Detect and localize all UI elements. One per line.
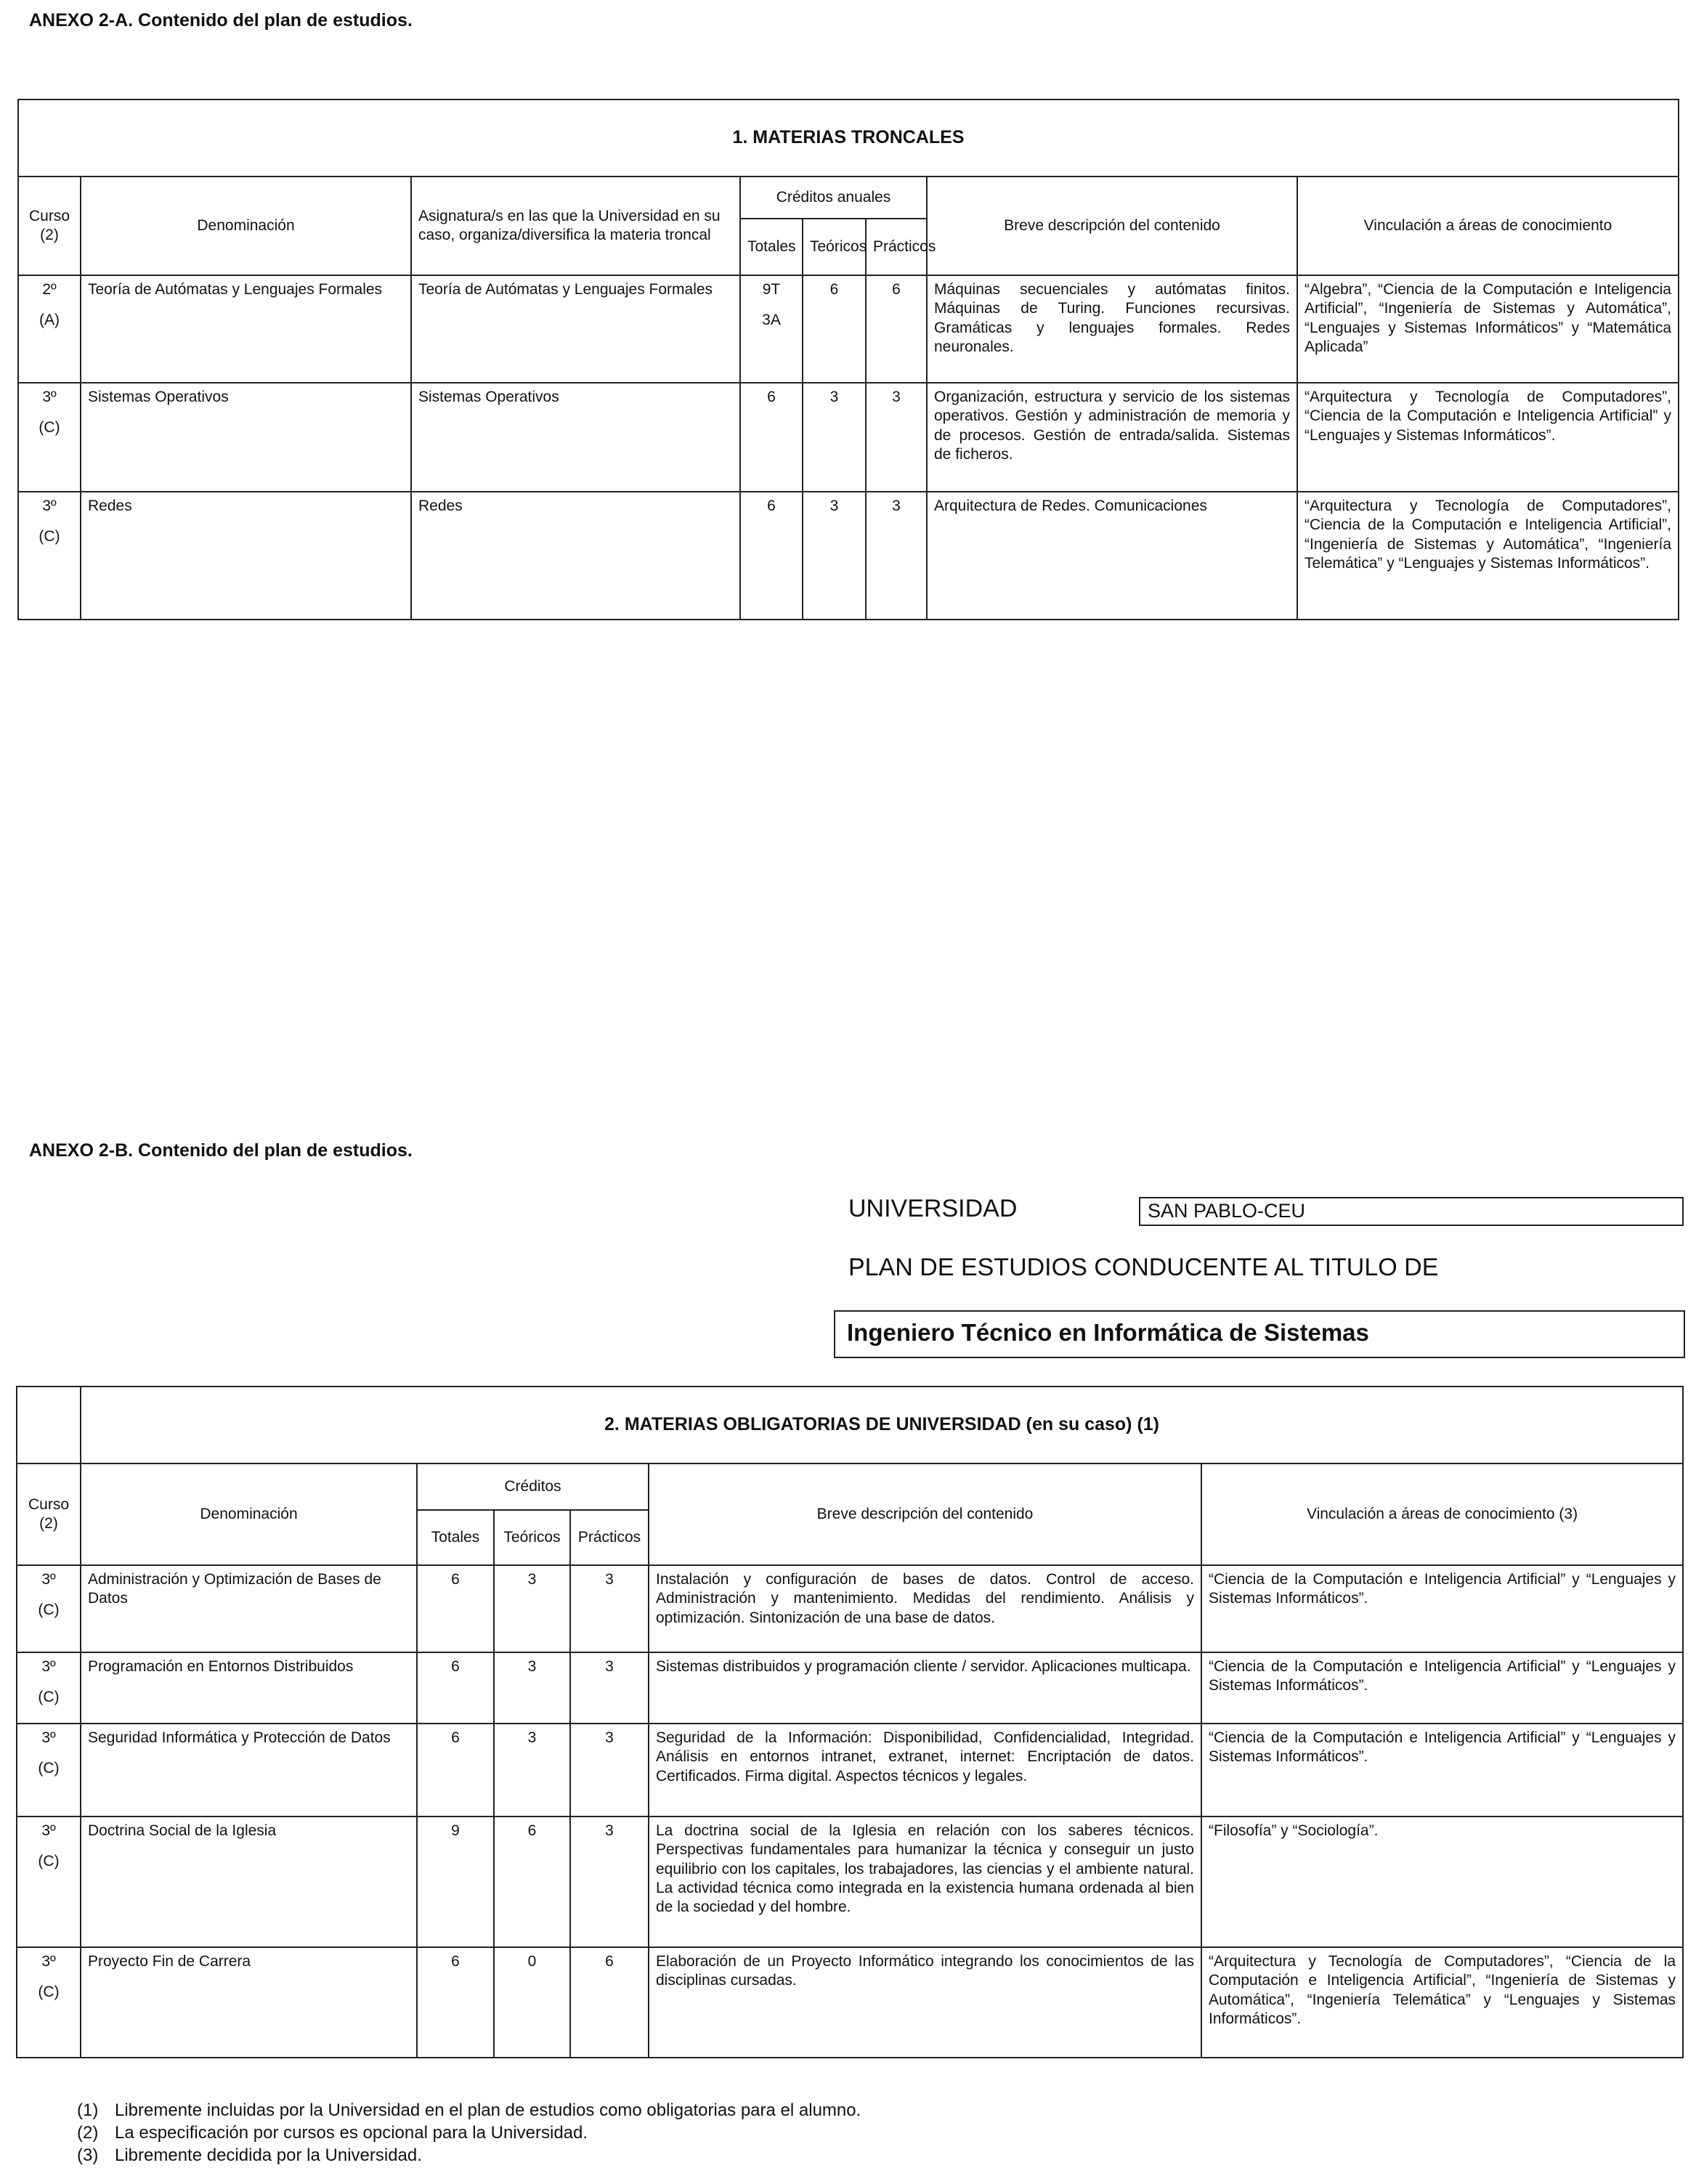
teoricos-cell: 3 [494, 1652, 570, 1724]
materias-obligatorias-table [16, 1386, 1684, 2058]
table-row [17, 1565, 1683, 1652]
practicos-cell: 3 [866, 492, 927, 620]
header-denominacion: Denominación [81, 1464, 417, 1565]
asignatura-cell: Sistemas Operativos [411, 383, 740, 492]
teoricos-cell: 3 [803, 383, 866, 492]
denominacion-cell: Teoría de Autómatas y Lenguajes Formales [81, 275, 411, 383]
totales-cell: 6 [417, 1652, 494, 1724]
header-teoricos: Teóricos [803, 219, 866, 275]
table-row [18, 383, 1679, 492]
universidad-value: SAN PABLO-CEU [1139, 1197, 1684, 1226]
header-creditos-anuales: Créditos anuales [740, 176, 927, 219]
header-curso: Curso (2) [18, 176, 81, 275]
denominacion-cell: Programación en Entornos Distribuidos [81, 1652, 417, 1724]
teoricos-cell: 6 [803, 275, 866, 383]
header-creditos: Créditos [417, 1464, 649, 1510]
curso-cell: 3º (C) [18, 492, 81, 620]
asignatura-cell: Teoría de Autómatas y Lenguajes Formales [411, 275, 740, 383]
header-totales: Totales [740, 219, 803, 275]
header-descripcion: Breve descripción del contenido [649, 1464, 1201, 1565]
asignatura-cell: Redes [411, 492, 740, 620]
practicos-cell: 3 [570, 1652, 649, 1724]
header-totales: Totales [417, 1510, 494, 1565]
table-row [17, 1724, 1683, 1816]
curso-cell: 3º (C) [17, 1565, 81, 1652]
curso-cell: 3º (C) [17, 1816, 81, 1947]
totales-cell: 6 [740, 383, 803, 492]
header-practicos: Prácticos [866, 219, 927, 275]
vinculacion-cell: “Arquitectura y Tecnología de Computadores”, “Ciencia de la Computación e Inteligencia Artificial”, “Ingeniería de Sistemas y Automática”, “Ingeniería Telemática” y “Lenguajes y Sistemas Informáticos”. [1297, 492, 1679, 620]
header-descripcion: Breve descripción del contenido [927, 176, 1297, 275]
practicos-cell: 3 [570, 1816, 649, 1947]
descripcion-cell: Instalación y configuración de bases de datos. Control de acceso. Administración y mantenimiento. Medidas del rendimiento. Análisis y optimización. Sintonización de una base de datos. [649, 1565, 1201, 1652]
practicos-cell: 3 [570, 1565, 649, 1652]
denominacion-cell: Redes [81, 492, 411, 620]
descripcion-cell: Sistemas distribuidos y programación cliente / servidor. Aplicaciones multicapa. [649, 1652, 1201, 1724]
totales-cell: 6 [740, 492, 803, 620]
header-curso: Curso (2) [17, 1464, 81, 1565]
denominacion-cell: Seguridad Informática y Protección de Datos [81, 1724, 417, 1816]
totales-cell: 6 [417, 1565, 494, 1652]
practicos-cell: 3 [570, 1724, 649, 1816]
blank-corner [17, 1387, 81, 1464]
table-row [17, 1947, 1683, 2058]
section-title-troncales: 1. MATERIAS TRONCALES [18, 100, 1679, 176]
vinculacion-cell: “Algebra”, “Ciencia de la Computación e Inteligencia Artificial”, “Ingeniería de Sistemas y Automática”, “Lenguajes y Sistemas Informáticos” y “Matemática Aplicada” [1297, 275, 1679, 383]
descripcion-cell: Máquinas secuenciales y autómatas finitos. Máquinas de Turing. Funciones recursivas. Gramáticas y lenguajes formales. Redes neuronales. [927, 275, 1297, 383]
curso-cell: 3º (C) [17, 1724, 81, 1816]
table-row [18, 275, 1679, 383]
footnote-3: (3) Libremente decidida por la Universidad. [77, 2146, 422, 2165]
teoricos-cell: 0 [494, 1947, 570, 2058]
vinculacion-cell: “Ciencia de la Computación e Inteligencia Artificial” y “Lenguajes y Sistemas Informáticos”. [1201, 1724, 1683, 1816]
teoricos-cell: 6 [494, 1816, 570, 1947]
teoricos-cell: 3 [803, 492, 866, 620]
totales-cell: 6 [417, 1724, 494, 1816]
descripcion-cell: Organización, estructura y servicio de los sistemas operativos. Gestión y administración de memoria y de procesos. Gestión de entrada/salida. Sistemas de ficheros. [927, 383, 1297, 492]
curso-cell: 3º (C) [17, 1652, 81, 1724]
footnote-2: (2) La especificación por cursos es opcional para la Universidad. [77, 2123, 588, 2143]
curso-cell: 3º (C) [17, 1947, 81, 2058]
header-denominacion: Denominación [81, 176, 411, 275]
totales-cell: 9T 3A [740, 275, 803, 383]
titulo-box: Ingeniero Técnico en Informática de Sistemas [834, 1310, 1685, 1358]
footnote-1: (1) Libremente incluidas por la Universidad en el plan de estudios como obligatorias para el alumno. [77, 2100, 861, 2120]
teoricos-cell: 3 [494, 1724, 570, 1816]
plan-label: PLAN DE ESTUDIOS CONDUCENTE AL TITULO DE [848, 1254, 1439, 1281]
curso-cell: 3º (C) [18, 383, 81, 492]
vinculacion-cell: “Ciencia de la Computación e Inteligencia Artificial” y “Lenguajes y Sistemas Informáticos”. [1201, 1565, 1683, 1652]
annex-b-heading: ANEXO 2-B. Contenido del plan de estudios. [29, 1140, 413, 1161]
descripcion-cell: Elaboración de un Proyecto Informático integrando los conocimientos de las disciplinas cursadas. [649, 1947, 1201, 2058]
header-asignatura: Asignatura/s en las que la Universidad en su caso, organiza/diversifica la materia troncal [411, 176, 740, 275]
teoricos-cell: 3 [494, 1565, 570, 1652]
vinculacion-cell: “Ciencia de la Computación e Inteligencia Artificial” y “Lenguajes y Sistemas Informáticos”. [1201, 1652, 1683, 1724]
section-title-obligatorias: 2. MATERIAS OBLIGATORIAS DE UNIVERSIDAD (en su caso) (1) [81, 1387, 1683, 1464]
practicos-cell: 6 [570, 1947, 649, 2058]
totales-cell: 6 [417, 1947, 494, 2058]
descripcion-cell: Arquitectura de Redes. Comunicaciones [927, 492, 1297, 620]
descripcion-cell: Seguridad de la Información: Disponibilidad, Confidencialidad, Integridad. Análisis en entornos intranet, extranet, internet: Encriptación de datos. Certificados. Firma digital. Aspectos técnicos y legales. [649, 1724, 1201, 1816]
denominacion-cell: Proyecto Fin de Carrera [81, 1947, 417, 2058]
footnotes [77, 2099, 861, 2167]
practicos-cell: 3 [866, 383, 927, 492]
header-vinculacion: Vinculación a áreas de conocimiento (3) [1201, 1464, 1683, 1565]
universidad-label: UNIVERSIDAD [848, 1195, 1018, 1222]
descripcion-cell: La doctrina social de la Iglesia en relación con los saberes técnicos. Perspectivas fundamentales para humanizar la técnica y conseguir un justo equilibrio con los capitales, los trabajadores, las ciencias y el ambiente natural. La actividad técnica como integrada en la existencia humana ordenada al bien de la sociedad y del hombre. [649, 1816, 1201, 1947]
header-vinculacion: Vinculación a áreas de conocimiento [1297, 176, 1679, 275]
totales-cell: 9 [417, 1816, 494, 1947]
materias-troncales-table [17, 99, 1679, 620]
annex-a-heading: ANEXO 2-A. Contenido del plan de estudios. [29, 10, 413, 31]
table-row [17, 1816, 1683, 1947]
vinculacion-cell: “Arquitectura y Tecnología de Computadores”, “Ciencia de la Computación e Inteligencia Artificial” y “Lenguajes y Sistemas Informáticos”. [1297, 383, 1679, 492]
header-practicos: Prácticos [570, 1510, 649, 1565]
vinculacion-cell: “Arquitectura y Tecnología de Computadores”, “Ciencia de la Computación e Inteligencia Artificial”, “Ingeniería de Sistemas y Automática”, “Ingeniería Telemática” y “Lenguajes y Sistemas Informáticos”. [1201, 1947, 1683, 2058]
table-row [17, 1652, 1683, 1724]
denominacion-cell: Administración y Optimización de Bases de Datos [81, 1565, 417, 1652]
curso-cell: 2º (A) [18, 275, 81, 383]
denominacion-cell: Doctrina Social de la Iglesia [81, 1816, 417, 1947]
table-row [18, 492, 1679, 620]
header-teoricos: Teóricos [494, 1510, 570, 1565]
practicos-cell: 6 [866, 275, 927, 383]
vinculacion-cell: “Filosofía” y “Sociología”. [1201, 1816, 1683, 1947]
denominacion-cell: Sistemas Operativos [81, 383, 411, 492]
